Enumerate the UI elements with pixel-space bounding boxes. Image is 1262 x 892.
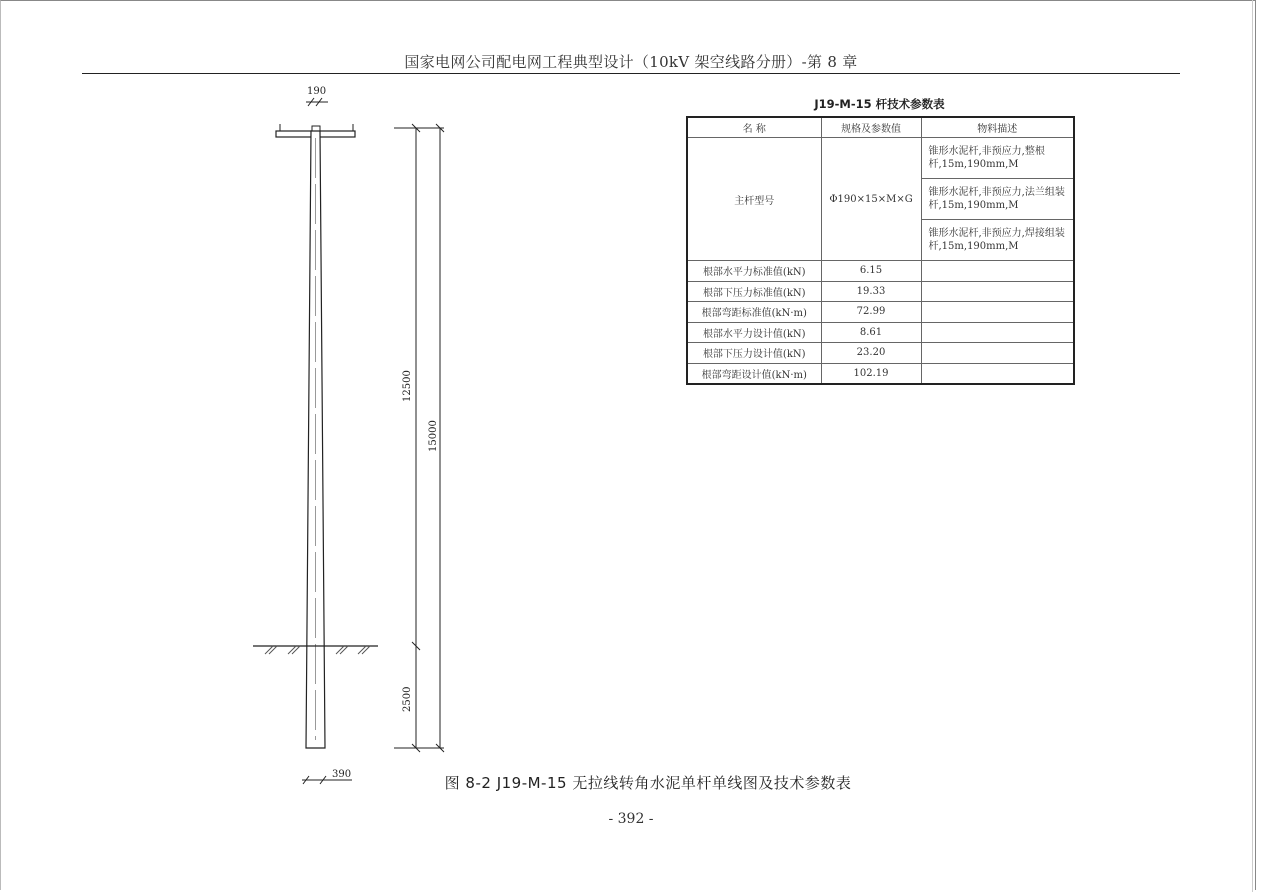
table-row xyxy=(687,302,1074,323)
param-empty xyxy=(921,261,1074,282)
parameter-table xyxy=(686,116,1075,385)
param-empty xyxy=(921,322,1074,343)
page-edge-line xyxy=(1252,0,1253,892)
table-row xyxy=(687,261,1074,282)
figure-caption: 图 8-2 J19-M-15 无拉线转角水泥单杆单线图及技术参数表 xyxy=(444,774,852,792)
material-desc: 锥形水泥杆,非预应力,法兰组装杆,15m,190mm,M xyxy=(921,179,1074,220)
material-desc: 锥形水泥杆,非预应力,焊接组装杆,15m,190mm,M xyxy=(921,220,1074,261)
param-value: 6.15 xyxy=(821,261,921,282)
param-name: 根部下压力标准值(kN) xyxy=(687,281,821,302)
param-name: 根部弯距设计值(kN·m) xyxy=(687,363,821,384)
param-name: 根部弯距标准值(kN·m) xyxy=(687,302,821,323)
param-empty xyxy=(921,302,1074,323)
param-name: 根部下压力设计值(kN) xyxy=(687,343,821,364)
table-row xyxy=(687,138,1074,179)
table-row xyxy=(687,281,1074,302)
param-empty xyxy=(921,343,1074,364)
dim-top-label: 190 xyxy=(307,86,327,97)
param-empty xyxy=(921,363,1074,384)
table-title: J19-M-15 杆技术参数表 xyxy=(814,97,945,111)
param-value: 102.19 xyxy=(821,363,921,384)
header-material: 物料描述 xyxy=(921,117,1074,138)
header-spec: 规格及参数值 xyxy=(821,117,921,138)
main-pole-spec: Φ190×15×M×G xyxy=(821,138,921,261)
param-name: 根部水平力标准值(kN) xyxy=(687,261,821,282)
header-title: 国家电网公司配电网工程典型设计（10kV 架空线路分册）-第 8 章 xyxy=(404,53,858,71)
pole-drawing xyxy=(240,80,470,790)
header-name: 名 称 xyxy=(687,117,821,138)
dim-base-label: 390 xyxy=(332,769,352,780)
param-name: 根部水平力设计值(kN) xyxy=(687,322,821,343)
table-row xyxy=(687,343,1074,364)
param-value: 72.99 xyxy=(821,302,921,323)
param-empty xyxy=(921,281,1074,302)
table-header-row xyxy=(687,117,1074,138)
param-value: 19.33 xyxy=(821,281,921,302)
page-number: - 392 - xyxy=(608,811,654,827)
header-rule xyxy=(82,73,1180,74)
table-row xyxy=(687,363,1074,384)
dim-buried-label: 2500 xyxy=(402,686,413,712)
dim-upper-label: 12500 xyxy=(402,370,413,402)
material-desc: 锥形水泥杆,非预应力,整根杆,15m,190mm,M xyxy=(921,138,1074,179)
main-pole-name: 主杆型号 xyxy=(687,138,821,261)
dim-total-label: 15000 xyxy=(428,420,439,452)
param-value: 8.61 xyxy=(821,322,921,343)
param-value: 23.20 xyxy=(821,343,921,364)
table-row xyxy=(687,322,1074,343)
